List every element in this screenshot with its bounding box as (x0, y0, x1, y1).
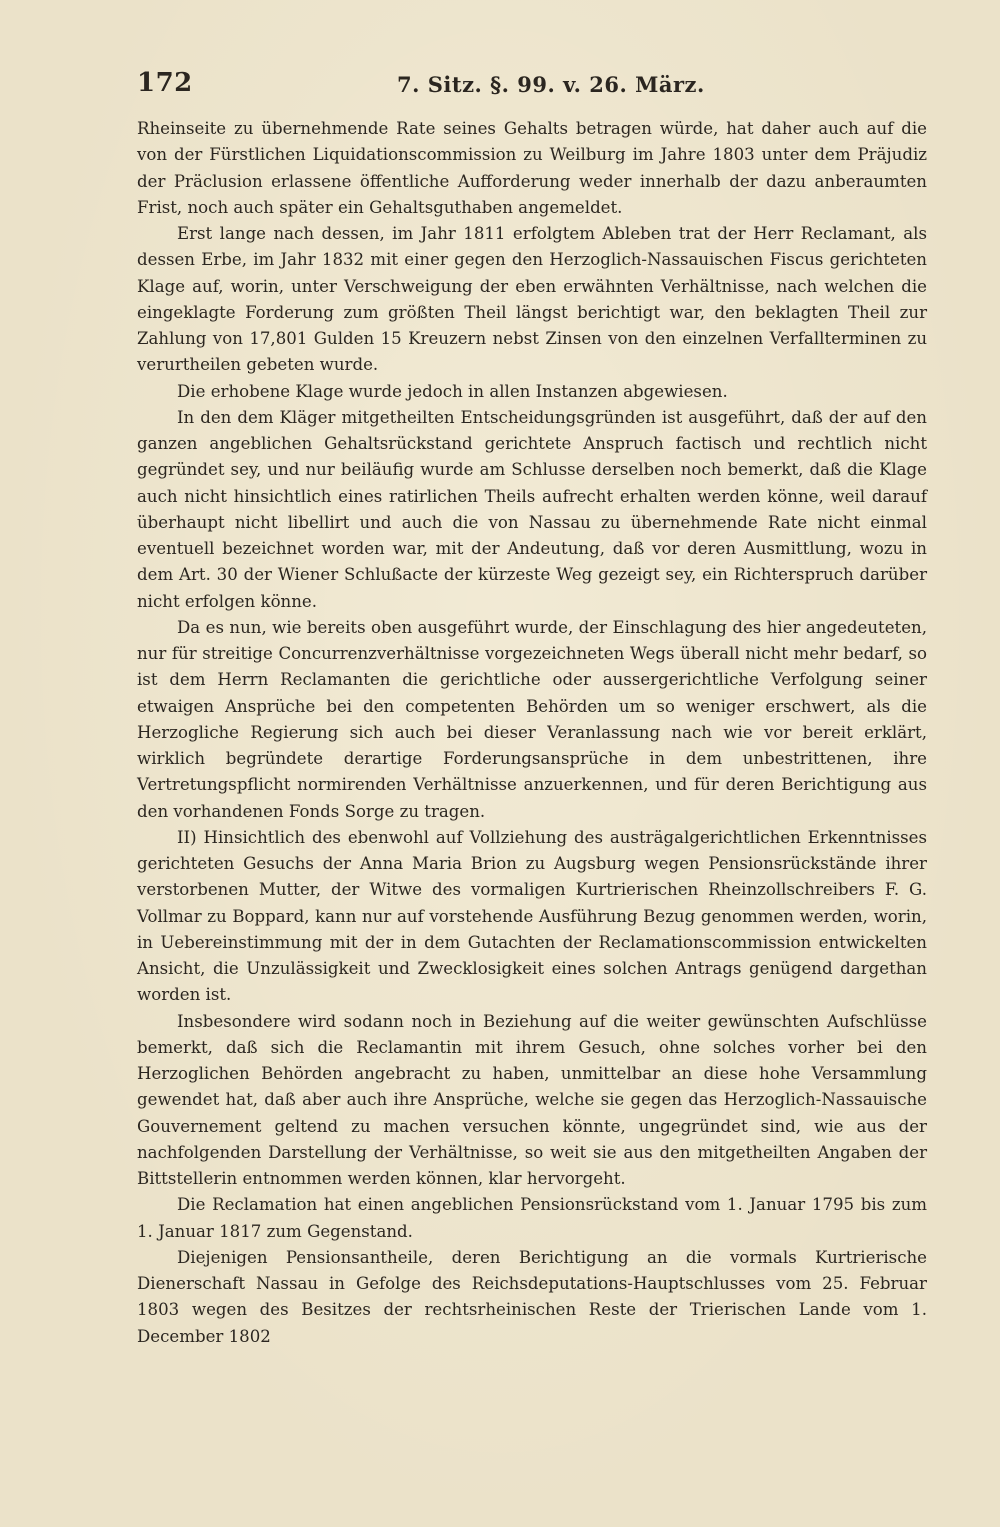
paragraph: Diejenigen Pensionsantheile, deren Berichtigung an die vormals Kurtrierische Dienerschaft Nassau in Gefolge des Reichsdeputations-Hauptschlusses vom 25. Februar 1803 wegen des Besitzes der rechtsrheinischen Reste der Trierischen Lande vom 1. December 1802 (137, 1247, 927, 1346)
section-paragraph-ii: II) Hinsichtlich des ebenwohl auf Vollziehung des austrägalgerichtlichen Erkenntnisses gerichteten Gesuchs der Anna Maria Brion zu Augsburg wegen Pensionsrückstände ihrer verstorbenen Mutter, der Witwe des vormaligen Kurtrierischen Rheinzollschreibers F. G. Vollmar zu Boppard, kann nur auf vorstehende Ausführung Bezug genommen werden, worin, in Uebereinstimmung mit der in dem Gutachten der Reclamationscommission entwickelten Ansicht, die Unzulässigkeit und Zwecklosigkeit eines solchen Antrags genügend dargethan worden ist. (137, 827, 927, 1005)
paragraph-continuation: Rheinseite zu übernehmende Rate seines Gehalts betragen würde, hat daher auch auf die von der Fürstlichen Liquidationscommission zu Weilburg im Jahre 1803 unter dem Präjudiz der Präclusion erlassene öffentliche Aufforderung weder innerhalb der dazu anberaumten Frist, noch auch später ein Gehaltsguthaben angemeldet. (137, 119, 927, 217)
paragraph: Da es nun, wie bereits oben ausgeführt wurde, der Einschlagung des hier angedeuteten, nur für streitige Concurrenzverhältnisse vorgezeichneten Wegs überall nicht mehr bedarf, so ist dem Herrn Reclamanten die gerichtliche oder aussergerichtliche Verfolgung seiner etwaigen Ansprüche bei den competenten Behörden um so weniger erschwert, als die Herzogliche Regierung sich auch bei dieser Veranlassung nach wie vor bereit erklärt, wirklich begründete derartige Forderungsansprüche in dem unbestrittenen, ihre Vertretungspflicht normirenden Verhältnisse anzuerkennen, und für deren Berichtigung aus den vorhandenen Fonds Sorge zu tragen. (137, 617, 927, 821)
paragraph: Die Reclamation hat einen angeblichen Pensionsrückstand vom 1. Januar 1795 bis zum 1. Januar 1817 zum Gegenstand. (137, 1195, 927, 1241)
paragraph: Insbesondere wird sodann noch in Beziehung auf die weiter gewünschten Aufschlüsse bemerkt, daß sich die Reclamantin mit ihrem Gesuch, ohne solches vorher bei den Herzoglichen Behörden angebracht zu haben, unmittelbar an diese hohe Versammlung gewendet hat, daß aber auch ihre Ansprüche, welche sie gegen das Herzoglich-Nassauische Gouvernement geltend zu machen versuchen könnte, ungegründet sind, wie aus der nachfolgenden Darstellung der Verhältnisse, so weit sie aus den mitgetheilten Angaben der Bittstellerin entnommen werden können, klar hervorgeht. (137, 1011, 927, 1188)
paragraph: In den dem Kläger mitgetheilten Entscheidungsgründen ist ausgeführt, daß der auf den ganzen angeblichen Gehaltsrückstand gerichtete Anspruch factisch und rechtlich nicht gegründet sey, und nur beiläufig wurde am Schlusse derselben noch bemerkt, daß die Klage auch nicht hinsichtlich eines ratirlichen Theils aufrecht erhalten werden könne, weil darauf überhaupt nicht libellirt und auch die von Nassau zu übernehmende Rate nicht einmal eventuell bezeichnet worden war, mit der Andeutung, daß vor deren Ausmittlung, wozu in dem Art. 30 der Wiener Schlußacte der kürzeste Weg gezeigt sey, ein Richterspruch darüber nicht erfolgen könne. (137, 407, 927, 611)
running-head: 7. Sitz. §. 99. v. 26. März. (397, 72, 705, 97)
page-number: 172 (137, 68, 193, 98)
paragraph: Die erhobene Klage wurde jedoch in allen Instanzen abgewiesen. (177, 381, 728, 401)
page-header (137, 68, 927, 108)
paragraph: Erst lange nach dessen, im Jahr 1811 erfolgtem Ableben trat der Herr Reclamant, als dessen Erbe, im Jahr 1832 mit einer gegen den Herzoglich-Nassauischen Fiscus gerichteten Klage auf, worin, unter Verschweigung der eben erwähnten Verhältnisse, nach welchen die eingeklagte Forderung zum größten Theil längst berichtigt war, den beklagten Theil zur Zahlung von 17,801 Gulden 15 Kreuzern nebst Zinsen von den einzelnen Verfallterminen zu verurtheilen gebeten wurde. (137, 224, 927, 375)
body-text (137, 116, 927, 1350)
